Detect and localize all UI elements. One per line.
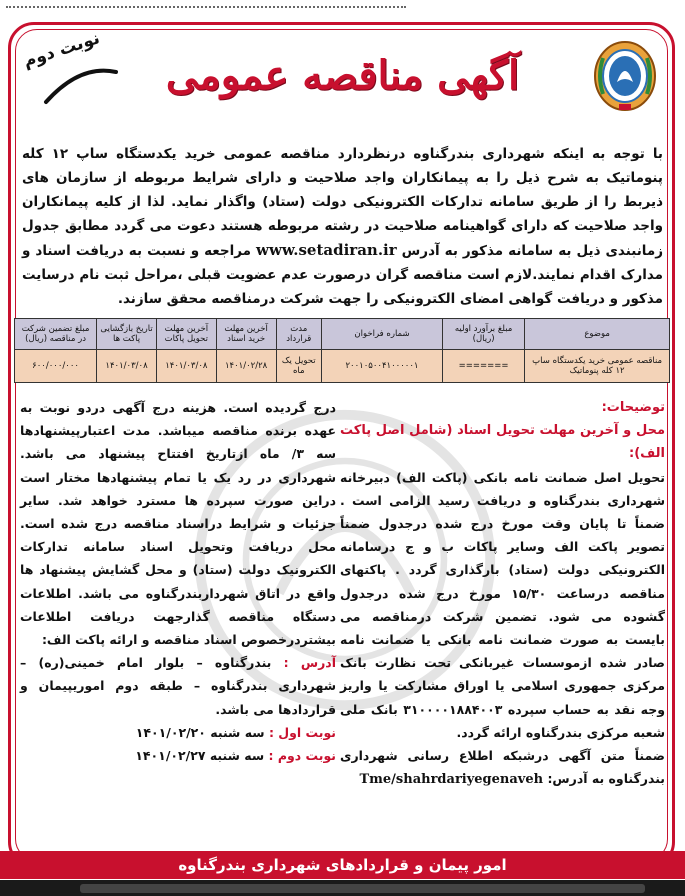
intro-paragraph <box>22 142 663 311</box>
footer-text: امور پیمان و قراردادهای شهرداری بندرگناوه <box>178 856 507 874</box>
table-cell-opening-date: ۱۴۰۱/۰۳/۰۸ <box>97 350 157 383</box>
table-cell-subject: مناقصه عمومی خرید یکدستگاه ساپ ۱۲ کله پنوماتیک <box>525 350 670 383</box>
table-header-cell: آخرین مهلت خرید اسناد <box>216 319 276 350</box>
notes-left-column <box>20 396 336 767</box>
table-header-cell: مدت قرارداد <box>276 319 322 350</box>
top-dotted-line <box>6 6 406 8</box>
table-cell-call-number: ۲۰۰۱۰۵۰۰۴۱۰۰۰۰۰۱ <box>322 350 443 383</box>
table-row <box>15 350 670 383</box>
notes-subheading: محل و آخرین مهلت تحویل اسناد (شامل اصل پاکت الف): <box>340 423 665 462</box>
table-header-cell: تاریخ بازگشایی پاکت ها <box>97 319 157 350</box>
table-header-cell: مبلغ تضمین شرکت در مناقصه (ریال) <box>15 319 97 350</box>
telegram-channel-link[interactable]: Tme/shahrdariyegenaveh <box>359 772 544 788</box>
first-publish-label: نوبت اول : <box>268 724 336 740</box>
swoosh-decoration <box>40 62 120 108</box>
notes-heading: توضیحات: <box>601 400 665 415</box>
table-header-cell: شماره فراخوان <box>322 319 443 350</box>
intro-text-1: با توجه به اینکه شهرداری بندرگناوه درنظردارد مناقصه عمومی خرید یکدستگاه ساپ ۱۲ کله پنوماتیک به شرح ذیل را به پیمانکاران واجد صلاحیت و دارای شرایط مربوطه از سازمان های ذیربط را از طریق سامانه تدارکات الکترونیکی دولت (ستاد) واگذار نماید. لذا از کلیه پیمانکاران واجد صلاحیت که دارای گواهینامه صلاحیت در رشته مربوطه هستند دعوت می گردد مطابق جدول زمانبندی ذیل به سامانه مذکور به آدرس <box>22 146 663 259</box>
footer-cut-strip <box>0 880 685 896</box>
municipality-logo-icon <box>593 38 657 112</box>
address-label: آدرس : <box>283 655 337 671</box>
table-cell-purchase-deadline: ۱۴۰۱/۰۲/۲۸ <box>216 350 276 383</box>
table-header-cell: مبلغ برآورد اولیه (ریال) <box>442 319 524 350</box>
intro-text-2: مراجعه و نسبت به دریافت اسناد و مدارک اقدام نمایند.لازم است مناقصه گران درصورت عدم عضویت قبلی ،مراحل ثبت نام درسایت مذکور و دریافت گواهی امضای الکترونیکی را جهت شرکت درمناقصه محقق سازند. <box>22 243 663 307</box>
second-publish-date: سه شنبه ۱۴۰۱/۰۲/۲۷ <box>135 748 265 764</box>
first-publish-date: سه شنبه ۱۴۰۱/۰۲/۲۰ <box>135 724 265 740</box>
notes-left-text: درج گردیده است. هزینه درج آگهی دردو نوبت به عهده برنده مناقصه میباشد. مدت اعتبارپیشنهادها سه ۳/ ماه ازتاریخ افتتاح پیشنهاد می باشد. شهرداری در رد یک یا تمام پیشنهادها مختار است دراین صورت سپرده ها مسترد خواهد شد. سایر جزئیات و شرایط دراسناد مناقصه درج شده است. محل دریافت وتحویل اسناد سامانه تدارکات الکترونیک دولت (ستاد) و محل گشایش پیشنهاد ها واقع در اتاق شهرداربندرگناوه می باشد. اطلاعات دستگاه مناقصه گذارجهت دریافت اطلاعات بیشتردرخصوص اسناد مناقصه و ارائه پاکت الف: <box>20 400 336 648</box>
page-title: آگهی مناقصه عمومی <box>165 52 520 99</box>
tender-schedule-table <box>14 318 670 383</box>
notes-right-tail: ضمناً متن آگهی درشبکه اطلاع رسانی شهرداری بندرگناوه به آدرس: <box>340 748 665 787</box>
setad-url-link[interactable]: www.setadiran.ir <box>256 241 397 259</box>
address-text: بندرگناوه – بلوار امام خمینی(ره) – شهرداری بندرگناوه – طبقه دوم اموریپیمان و قراردادها می باشد. <box>20 655 336 717</box>
table-cell-guarantee: ۶۰۰/۰۰۰/۰۰۰ <box>15 350 97 383</box>
table-cell-duration: تحویل یک ماه <box>276 350 322 383</box>
table-cell-estimate: ======= <box>442 350 524 383</box>
second-publish-label: نوبت دوم : <box>268 748 336 764</box>
table-cell-delivery-deadline: ۱۴۰۱/۰۳/۰۸ <box>156 350 216 383</box>
table-header-row <box>15 319 670 350</box>
table-header-cell: آخرین مهلت تحویل پاکات <box>156 319 216 350</box>
table-header-cell: موضوع <box>525 319 670 350</box>
footer-banner <box>0 851 685 879</box>
round-label: نوبت دوم <box>20 28 103 72</box>
notes-right-text: تحویل اصل ضمانت نامه بانکی (پاکت الف) دبیرخانه شهرداری بندرگناوه و دریافت رسید الزامی است . ضمناً تا پایان وقت مورخ درج شده درجدول ضمناً تصویر پاکت الف وسایر پاکات ب و ج درسامانه الکترونیکی دولت (ستاد) بارگذاری گردد . پاکتهای مناقصه درساعت ۱۵/۳۰ مورخ درج شده درجدول گشوده می شود. تضمین شرکت درمناقصه می بایست به صورت ضمانت نامه بانکی یا ضمانت نامه صادر شده ازموسسات غیربانکی تحت نظارت بانک مرکزی جمهوری اسلامی یا اوراق مشارکت یا واریز وجه نقد به حساب سپرده ۳۱۰۰۰۰۱۸۸۴۰۰۳ بانک ملی شعبه مرکزی بندرگناوه ارائه گردد. <box>340 469 665 740</box>
notes-right-column <box>340 396 665 791</box>
